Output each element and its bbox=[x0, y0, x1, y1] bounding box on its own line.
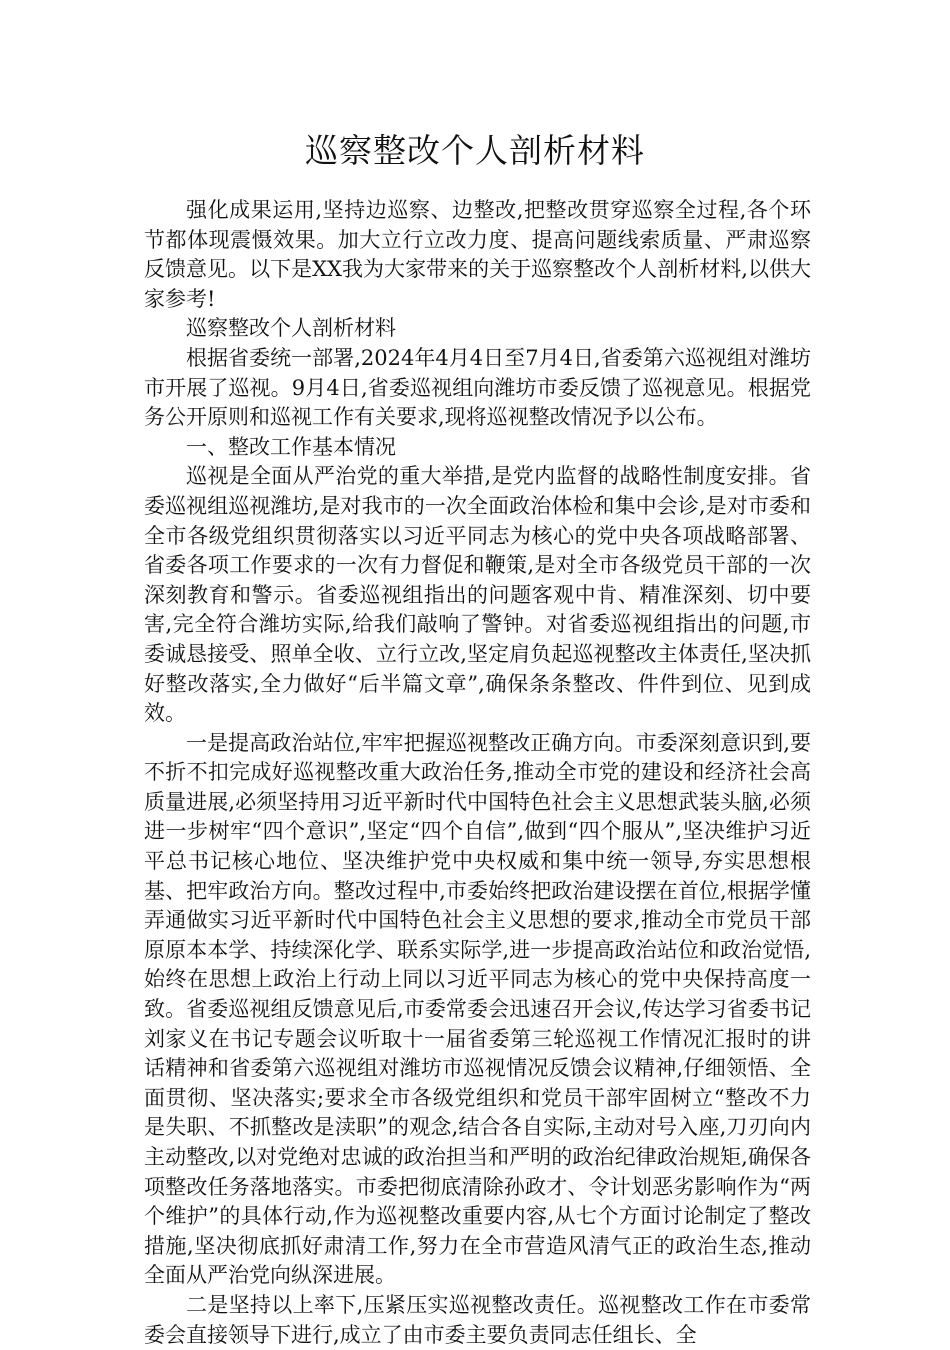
document-body bbox=[144, 196, 811, 1350]
body-paragraph: 一是提高政治站位,牢牢把握巡视整改正确方向。市委深刻意识到,要不折不扣完成好巡视整改重大政治任务,推动全市党的建设和经济社会高质量进展,必须坚持用习近平新时代中国特色社会主义思想武装头脑,必须进一步树牢“四个意识”,坚定“四个自信”,做到“四个服从”,坚决维护习近平总书记核心地位、坚决维护党中央权威和集中统一领导,夯实思想根基、把牢政治方向。整改过程中,市委始终把政治建设摆在首位,根据学懂弄通做实习近平新时代中国特色社会主义思想的要求,推动全市党员干部原原本本学、持续深化学、联系实际学,进一步提高政治站位和政治觉悟,始终在思想上政治上行动上同以习近平同志为核心的党中央保持高度一致。省委巡视组反馈意见后,市委常委会迅速召开会议,传达学习省委书记刘家义在书记专题会议听取十一届省委第三轮巡视工作情况汇报时的讲话精神和省委第六巡视组对潍坊市巡视情况反馈会议精神,仔细领悟、全面贯彻、坚决落实;要求全市各级党组织和党员干部牢固树立“整改不力是失职、不抓整改是渎职”的观念,结合各自实际,主动对号入座,刀刃向内主动整改,以对党绝对忠诚的政治担当和严明的政治纪律政治规矩,确保各项整改任务落地落实。市委把彻底清除孙政才、令计划恶劣影响作为“两个维护”的具体行动,作为巡视整改重要内容,从七个方面讨论制定了整改措施,坚决彻底抓好肃清工作,努力在全市营造风清气正的政治生态,推动全面从严治党向纵深进展。 bbox=[144, 730, 811, 1288]
document-title: 巡察整改个人剖析材料 bbox=[305, 131, 645, 170]
body-paragraph: 巡视是全面从严治党的重大举措,是党内监督的战略性制度安排。省委巡视组巡视潍坊,是对我市的一次全面政治体检和集中会诊,是对市委和全市各级党组织贯彻落实以习近平同志为核心的党中央各项战略部署、省委各项工作要求的一次有力督促和鞭策,是对全市各级党员干部的一次深刻教育和警示。省委巡视组指出的问题客观中肯、精准深刻、切中要害,完全符合潍坊实际,给我们敲响了警钟。对省委巡视组指出的问题,市委诚恳接受、照单全收、立行立改,坚定肩负起巡视整改主体责任,坚决抓好整改落实,全力做好“后半篇文章”,确保条条整改、件件到位、见到成效。 bbox=[144, 464, 811, 726]
subtitle-paragraph: 巡察整改个人剖析材料 bbox=[186, 316, 396, 341]
body-paragraph: 二是坚持以上率下,压紧压实巡视整改责任。巡视整改工作在市委常委会直接领导下进行,成立了由市委主要负责同志任组长、全 bbox=[144, 1292, 811, 1347]
intro-paragraph: 强化成果运用,坚持边巡察、边整改,把整改贯穿巡察全过程,各个环节都体现震慑效果。加大立行立改力度、提高问题线索质量、严肃巡察反馈意见。以下是XX我为大家带来的关于巡察整改个人剖析材料,以供大家参考! bbox=[144, 198, 811, 311]
section-heading: 一、整改工作基本情况 bbox=[186, 434, 396, 459]
background-paragraph: 根据省委统一部署,2024年4月4日至7月4日,省委第六巡视组对潍坊市开展了巡视。9月4日,省委巡视组向潍坊市委反馈了巡视意见。根据党务公开原则和巡视工作有关要求,现将巡视整改情况予以公布。 bbox=[144, 345, 811, 430]
